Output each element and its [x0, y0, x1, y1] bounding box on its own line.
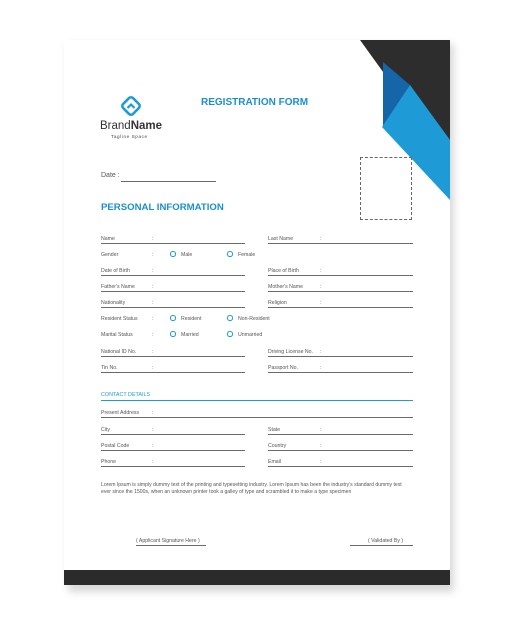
marital-status-colon: :	[152, 332, 154, 338]
phone-label: Phone	[101, 459, 117, 465]
brand-name-bold: Name	[130, 120, 163, 132]
registration-form-sheet	[64, 40, 450, 585]
city-label: City	[101, 427, 110, 433]
email-input-line[interactable]	[268, 466, 413, 467]
gender-colon: :	[152, 252, 154, 258]
present-address-label: Present Address	[101, 410, 140, 416]
driving-license-colon: :	[320, 349, 322, 355]
validated-by-line[interactable]	[350, 545, 413, 546]
tin-no-label: Tin No.	[101, 365, 118, 371]
email-colon: :	[320, 459, 322, 465]
name-colon: :	[152, 236, 154, 242]
postal-code-colon: :	[152, 443, 154, 449]
phone-colon: :	[152, 459, 154, 465]
married-radio[interactable]	[170, 331, 176, 337]
last-name-colon: :	[320, 236, 322, 242]
gender-label: Gender	[101, 252, 119, 258]
nationality-input-line[interactable]	[101, 307, 245, 308]
last-name-label: Last Name	[268, 236, 294, 242]
applicant-signature-line[interactable]	[136, 545, 206, 546]
national-id-label: National ID No.	[101, 349, 137, 355]
tin-no-colon: :	[152, 365, 154, 371]
city-input-line[interactable]	[101, 434, 245, 435]
mothers-name-colon: :	[320, 284, 322, 290]
date-input-line[interactable]	[121, 181, 216, 182]
driving-license-label: Driving License No.	[268, 349, 313, 355]
tin-no-input-line[interactable]	[101, 372, 245, 373]
disclaimer-paragraph: Lorem Ipsum is simply dummy text of the printing and typesetting industry. Lorem Ipsum has been the industry's standard dummy text ever since the 1500s, when an unknown printer took a galley of type and scrambled it to make a type specimen	[101, 482, 402, 496]
nationality-label: Nationality	[101, 300, 126, 306]
city-colon: :	[152, 427, 154, 433]
nationality-colon: :	[152, 300, 154, 306]
footer-bar	[64, 570, 450, 585]
non-resident-radio[interactable]	[227, 315, 233, 321]
unmarried-radio[interactable]	[227, 331, 233, 337]
resident-status-colon: :	[152, 316, 154, 322]
fathers-name-colon: :	[152, 284, 154, 290]
driving-license-input-line[interactable]	[268, 356, 413, 357]
resident-status-label: Resident Status	[101, 316, 138, 322]
gender-female-label: Female	[238, 252, 256, 258]
brand-logo-icon	[119, 94, 143, 118]
email-label: Email	[268, 459, 281, 465]
fathers-name-label: Father's Name	[101, 284, 135, 290]
national-id-colon: :	[152, 349, 154, 355]
brand-name	[100, 120, 162, 132]
contact-heading-divider	[101, 400, 413, 401]
date-label: Date :	[101, 172, 120, 179]
passport-no-input-line[interactable]	[268, 372, 413, 373]
state-input-line[interactable]	[268, 434, 413, 435]
mothers-name-input-line[interactable]	[268, 291, 413, 292]
date-of-birth-input-line[interactable]	[101, 275, 245, 276]
present-address-colon: :	[152, 410, 154, 416]
form-title: REGISTRATION FORM	[201, 97, 309, 108]
applicant-signature-label: ( Applicant Signature Here )	[136, 538, 200, 544]
religion-input-line[interactable]	[268, 307, 413, 308]
present-address-input-line[interactable]	[101, 417, 413, 418]
mothers-name-label: Mother's Name	[268, 284, 304, 290]
gender-female-radio[interactable]	[227, 251, 233, 257]
name-label: Name	[101, 236, 115, 242]
country-colon: :	[320, 443, 322, 449]
state-colon: :	[320, 427, 322, 433]
phone-input-line[interactable]	[101, 466, 245, 467]
gender-male-label: Male	[181, 252, 193, 258]
validated-by-label: ( Validated By )	[368, 538, 404, 544]
married-label: Married	[181, 332, 199, 338]
contact-details-heading: CONTACT DETAILS	[101, 392, 151, 398]
place-of-birth-input-line[interactable]	[268, 275, 413, 276]
brand-tagline: Tagline Space	[111, 134, 148, 139]
place-of-birth-colon: :	[320, 268, 322, 274]
last-name-input-line[interactable]	[268, 243, 413, 244]
name-input-line[interactable]	[101, 243, 245, 244]
state-label: State	[268, 427, 281, 433]
fathers-name-input-line[interactable]	[101, 291, 245, 292]
religion-colon: :	[320, 300, 322, 306]
date-of-birth-colon: :	[152, 268, 154, 274]
country-label: Country	[268, 443, 287, 449]
resident-label: Resident	[181, 316, 202, 322]
national-id-input-line[interactable]	[101, 356, 245, 357]
place-of-birth-label: Place of Birth	[268, 268, 299, 274]
passport-no-label: Passport No.	[268, 365, 298, 371]
religion-label: Religion	[268, 300, 287, 306]
unmarried-label: Unmarried	[238, 332, 263, 338]
gender-male-radio[interactable]	[170, 251, 176, 257]
resident-radio[interactable]	[170, 315, 176, 321]
postal-code-input-line[interactable]	[101, 450, 245, 451]
brand-name-light: Brand	[100, 120, 131, 132]
personal-information-heading: PERSONAL INFORMATION	[101, 202, 224, 213]
non-resident-label: Non-Resident	[238, 316, 270, 322]
marital-status-label: Marital Status	[101, 332, 133, 338]
date-of-birth-label: Date of Birth	[101, 268, 130, 274]
passport-no-colon: :	[320, 365, 322, 371]
country-input-line[interactable]	[268, 450, 413, 451]
photo-box[interactable]	[360, 157, 412, 220]
postal-code-label: Postal Code	[101, 443, 130, 449]
